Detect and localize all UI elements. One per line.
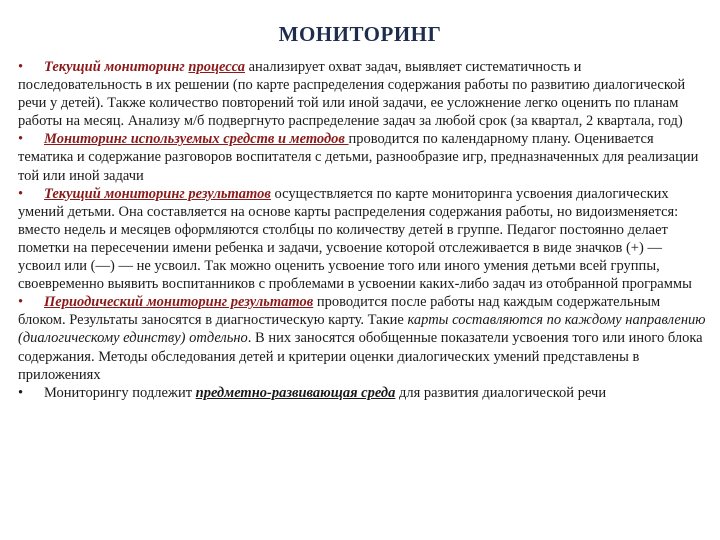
paragraph-environment [18, 384, 706, 402]
slide-body [18, 58, 706, 402]
lead-periodic-results: Периодический мониторинг результатов [44, 294, 314, 311]
paragraph-means-methods [18, 130, 706, 184]
paragraph-current-process [18, 58, 706, 130]
bullet-marker: • [18, 131, 24, 148]
paragraph-text: осуществляется по карте мониторинга усвоения диалогических умений детьми. Она составляется на основе карты распределения содержания работы, но видоизменяется: вместо недель и месяцев оформляются столбцы по количеству детей в группе. Педагог постоянно делает пометки на пересечении имени ребенка и задачи, усвоение которой отслеживается в виде значков (+) — усвоил или (—) — не усвоил. Так можно оценить усвоение того или иного умения детьми всей группы, своевременно выявить воспитанников с проблемами в усвоении каких-либо задач из отобранной программы [18, 185, 692, 293]
paragraph-text: . В них заносятся обобщенные показатели усвоения того или иного блока содержания. Методы обследования детей и критерии оценки диалогических умений представлены в приложениях [18, 330, 703, 383]
bullet-marker: • [18, 59, 24, 75]
bullet-marker: • [18, 384, 24, 401]
lead-current-results: Текущий мониторинг результатов [44, 185, 271, 202]
paragraph-text: проводится по календарному плану. Оценивается тематика и содержание разговоров воспитателя с детьми, разнообразие игр, предназначенных для реализации той или иной задачи [18, 131, 699, 184]
bullet-marker: • [18, 294, 24, 311]
paragraph-periodic-results [18, 293, 706, 383]
paragraph-current-results [18, 185, 706, 294]
paragraph-text: проводится после работы над каждым содержательным блоком. Результаты заносятся в диагностическую карту. Такие [18, 294, 661, 329]
lead-current-monitoring: Текущий мониторинг [44, 59, 189, 75]
lead-process: процесса [188, 59, 245, 75]
paragraph-text: для развития диалогической речи [395, 384, 607, 401]
lead-means-methods: Мониторинг используемых средств и методов [44, 131, 349, 148]
paragraph-italic-text: карты составляются по каждому направлению (диалогическому единству) отдельно [18, 312, 706, 347]
paragraph-text: анализирует охват задач, выявляет систематичность и последовательность в их решении (по карте распределения содержания работы по развитию диалогической речи у детей). Также количество повторений той или иной задачи, ее усложнение легко оценить по планам работы на месяц. Анализу м/б подвергнуто распределение задач за любой срок (за квартал, 2 квартала, год) [18, 59, 686, 130]
paragraph-text: Мониторингу подлежит [44, 384, 196, 401]
paragraph-italic-text: предметно-развивающая среда [195, 384, 396, 401]
slide-title: МОНИТОРИНГ [278, 22, 442, 46]
bullet-marker: • [18, 185, 24, 202]
